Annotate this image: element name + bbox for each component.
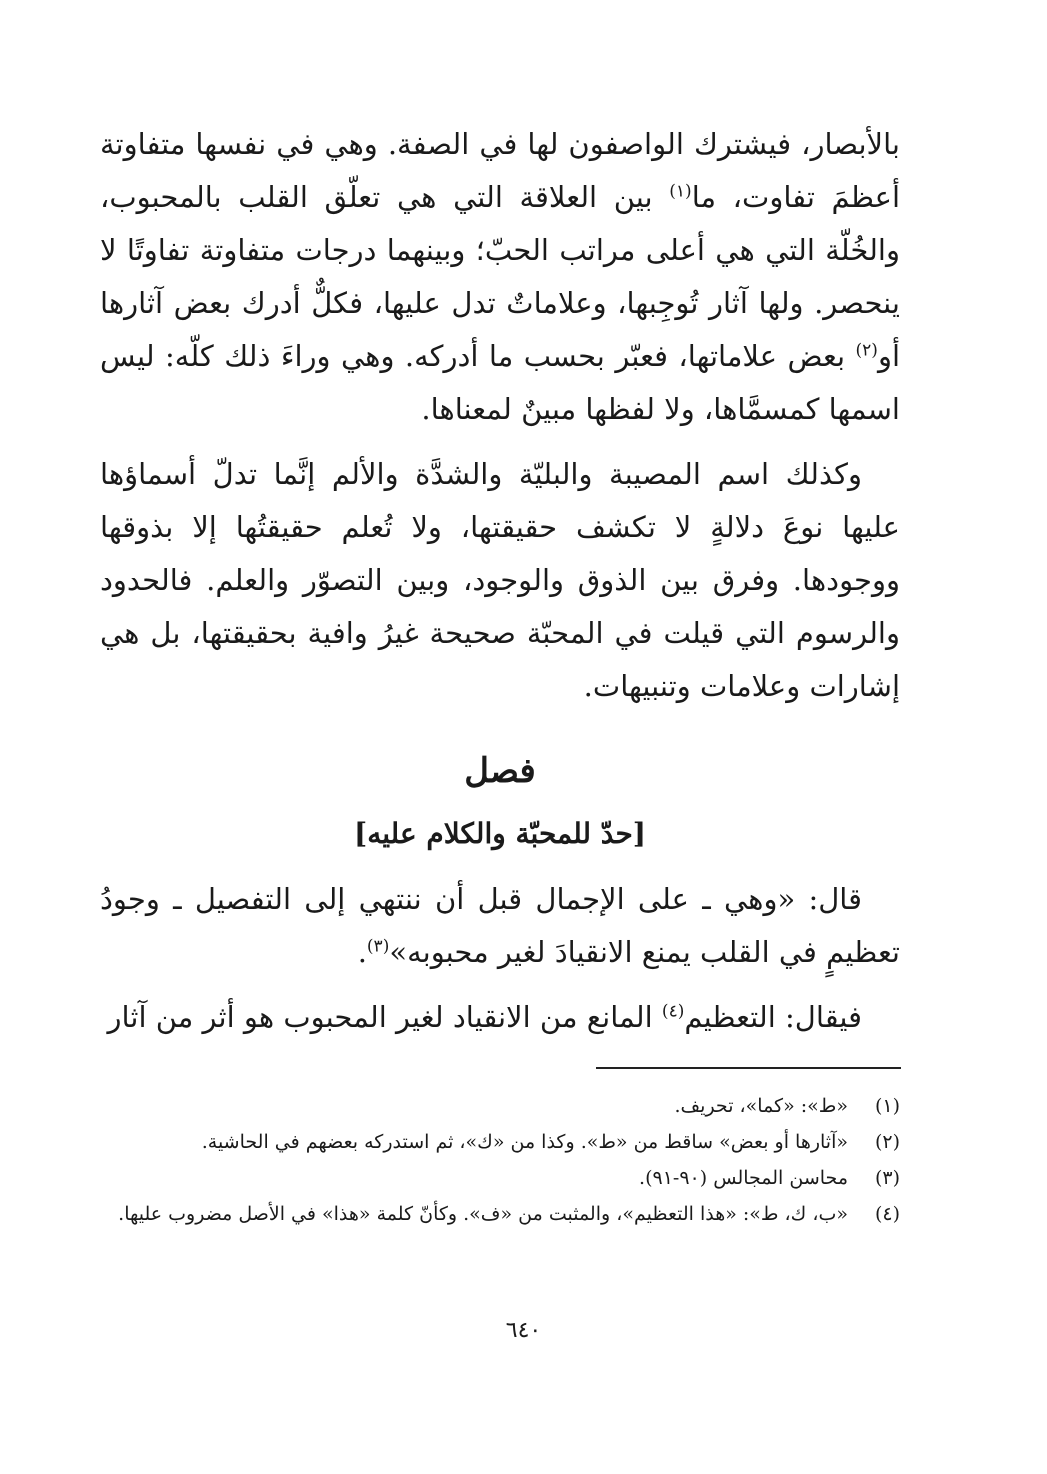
footnote-number: (٢)	[874, 1131, 900, 1153]
paragraph-4-part-1: فيقال: التعظيم	[684, 1000, 862, 1034]
paragraph-1-part-2: بين العلاقة التي هي تعلّق القلب بالمحبوب، والخُلّة التي هي أعلى مراتب الحبّ؛ وبينهما درجات متفاوتة تفاوتًا لا ينحصر. ولها آثار تُوجِبها، وعلاماتٌ تدل عليها، فكلٌّ أدرك بعض آثارها أو	[100, 180, 900, 373]
paragraph-4-part-2: المانع من الانقياد لغير المحبوب هو أثر من آثار	[107, 1000, 662, 1034]
footnote	[100, 1196, 900, 1232]
section-title: فصل	[464, 751, 536, 791]
footnote	[100, 1160, 900, 1196]
paragraph-3	[100, 873, 900, 979]
paragraph-1	[100, 118, 900, 436]
page-number: ٦٤٠	[505, 1318, 542, 1343]
paragraph-4	[100, 991, 900, 1044]
paragraph-2: وكذلك اسم المصيبة والبليّة والشدَّة والألم إنَّما تدلّ أسماؤها عليها نوعَ دلالةٍ لا تكشف حقيقتها، ولا تُعلم حقيقتُها إلا بذوقها ووجودها. وفرق بين الذوق والوجود، وبين التصوّر والعلم. فالحدود والرسوم التي قيلت في المحبّة صحيحة غيرُ وافية بحقيقتها، بل هي إشارات وعلامات وتنبيهات.	[100, 457, 900, 703]
footnote	[100, 1088, 900, 1124]
footnote-text: «آثارها أو بعض» ساقط من «ط». وكذا من «ك»، ثم استدركه بعضهم في الحاشية.	[201, 1131, 848, 1153]
footnote	[100, 1124, 900, 1160]
footnote-ref-3[interactable]: (٣)	[366, 936, 390, 957]
paragraph-1-part-3: بعض علاماتها، فعبّر بحسب ما أدركه. وهي وراءَ ذلك كلّه: ليس اسمها كمسمَّاها، ولا لفظها مبينٌ لمعناها.	[100, 339, 900, 426]
paragraph-3-part-2: .	[357, 935, 367, 969]
footnote-ref-1[interactable]: (١)	[669, 181, 692, 202]
paragraph-1-part-1: بالأبصار، فيشترك الواصفون لها في الصفة. وهي في نفسها متفاوتة أعظمَ تفاوت، ما	[100, 127, 900, 214]
footnote-ref-2[interactable]: (٢)	[855, 340, 878, 361]
footnote-text: «ط»: «كما»، تحريف.	[674, 1095, 848, 1117]
page-body	[100, 118, 900, 1044]
footnote-text: «ب، ك، ط»: «هذا التعظيم»، والمثبت من «ف». وكأنّ كلمة «هذا» في الأصل مضروب عليها.	[118, 1203, 848, 1225]
paragraph-3-part-1: قال: «وهي ـ على الإجمال قبل أن ننتهي إلى التفصيل ـ وجودُ تعظيمٍ في القلب يمنع الانقيادَ لغير محبوبه»	[100, 882, 900, 969]
footnote-number: (١)	[874, 1095, 900, 1117]
footnote-number: (٣)	[874, 1167, 900, 1189]
section-subtitle: [حدّ للمحبّة والكلام عليه]	[353, 817, 647, 850]
footnote-separator	[596, 1067, 901, 1069]
footnotes	[100, 1088, 900, 1232]
footnote-text: محاسن المجالس (٩٠-٩١).	[639, 1167, 848, 1189]
footnote-number: (٤)	[874, 1203, 900, 1225]
footnote-ref-4[interactable]: (٤)	[661, 1001, 685, 1022]
